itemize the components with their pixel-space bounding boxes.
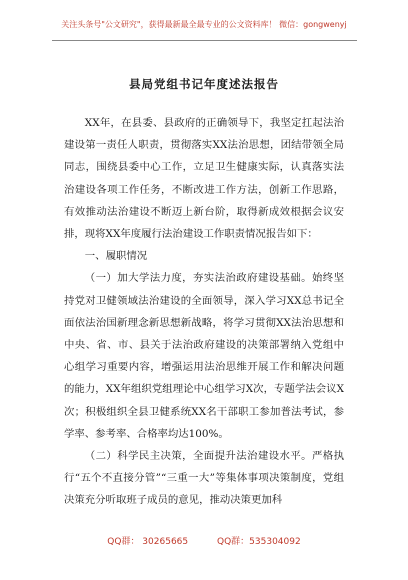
section-heading-duty: 一、履职情况 <box>84 250 148 263</box>
document-body <box>64 112 344 512</box>
paragraph-study-law: （一）加大学法力度，夯实法治政府建设基础。始终坚持党对卫健领域法治建设的全面领导，深入学习XX总书记全面依法治国新理念新思想新战略，将学习贯彻XX法治思想和中央、省、市、县关于法治政府建设的决策部署纳入党组中心组学习重要内容，增强运用法治思维开展工作和解决问题的能力，XX年组织党组理论中心组学习X次，专题学法会议X次；积极组织全县卫健系统XX名干部职工参加普法考试，参学率、参考率、合格率均达100%。 <box>64 272 344 440</box>
document-title: 县局党组书记年度述法报告 <box>129 77 279 91</box>
footer-qq-group-1: QQ群： 30265665 <box>107 537 189 547</box>
intro-paragraph: XX年，在县委、县政府的正确领导下，我坚定扛起法治建设第一责任人职责，贯彻落实XX法治思想，团结带领全局同志，围绕县委中心工作，立足卫生健康实际，认真落实法治建设各项工作任务，不断改进工作方法，创新工作思路，有效推动法治建设不断迈上新台阶，取得新成效根据会议安排，现将XX年度履行法治建设工作职责情况报告如下： <box>64 117 344 241</box>
footer-contact <box>0 534 408 547</box>
header-divider <box>52 40 357 41</box>
footer-qq-group-2: QQ群：535304092 <box>217 537 301 547</box>
paragraph-decision-making: （二）科学民主决策，全面提升法治建设水平。严格执行“五个不直接分管”“三重一大”等集体事项决策制度，党组决策充分听取班子成员的意见，推动决策更加科 <box>64 450 344 507</box>
header-promo-note: 关注头条号"公文研究"，获得最新最全最专业的公文资料库！ 微信：gongwenyj <box>61 20 347 29</box>
